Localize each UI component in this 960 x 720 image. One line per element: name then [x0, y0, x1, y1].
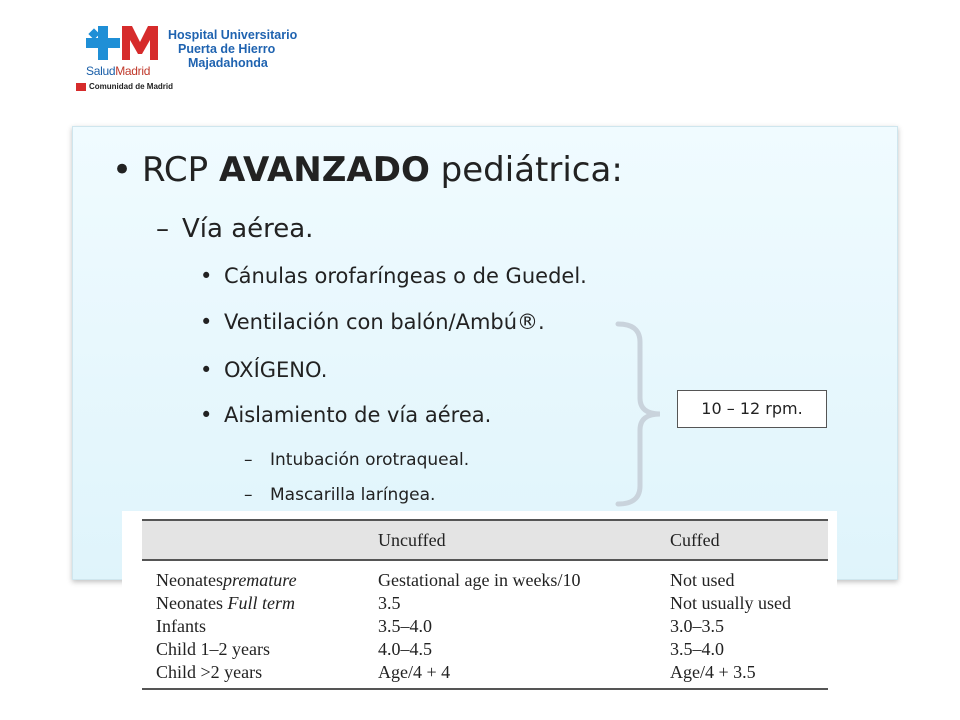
- list-item: • OXÍGENO.: [200, 358, 328, 382]
- sub-list-item: – Mascarilla laríngea.: [244, 485, 436, 505]
- table-header-row: [142, 520, 828, 560]
- list-item: • Aislamiento de vía aérea.: [200, 403, 492, 427]
- comunidad-madrid-text: Comunidad de Madrid: [76, 82, 173, 91]
- table-row: Neonatespremature Gestational age in weeks/10 Not used: [156, 570, 735, 590]
- header-empty: [142, 520, 378, 560]
- hospital-name: Hospital Universitario Puerta de Hierro Majadahonda: [168, 28, 298, 70]
- rate-box: 10 – 12 rpm.: [677, 390, 827, 428]
- table-row: Neonates Full term 3.5 Not usually used: [156, 593, 791, 613]
- slide-title: • RCP AVANZADO pediátrica:: [112, 150, 623, 190]
- hospital-logo: [76, 24, 326, 96]
- flag-icon: [76, 83, 86, 91]
- table-row: Child 1–2 years 4.0–4.5 3.5–4.0: [156, 639, 724, 659]
- header-cuffed: Cuffed: [670, 520, 828, 560]
- salud-madrid-text: SaludMadrid: [86, 64, 151, 78]
- subheading: – Vía aérea.: [156, 214, 314, 244]
- list-item: • Cánulas orofaríngeas o de Guedel.: [200, 264, 587, 288]
- table-row: Child >2 years Age/4 + 4 Age/4 + 3.5: [142, 661, 828, 689]
- sub-list-item: – Intubación orotraqueal.: [244, 450, 470, 470]
- list-item: • Ventilación con balón/Ambú®.: [200, 310, 545, 334]
- curly-bracket-icon: [600, 318, 670, 510]
- tube-size-table: [122, 511, 837, 692]
- salud-madrid-logo-icon: [84, 24, 168, 68]
- table-row: Infants 3.5–4.0 3.0–3.5: [156, 616, 724, 636]
- header-uncuffed: Uncuffed: [378, 520, 670, 560]
